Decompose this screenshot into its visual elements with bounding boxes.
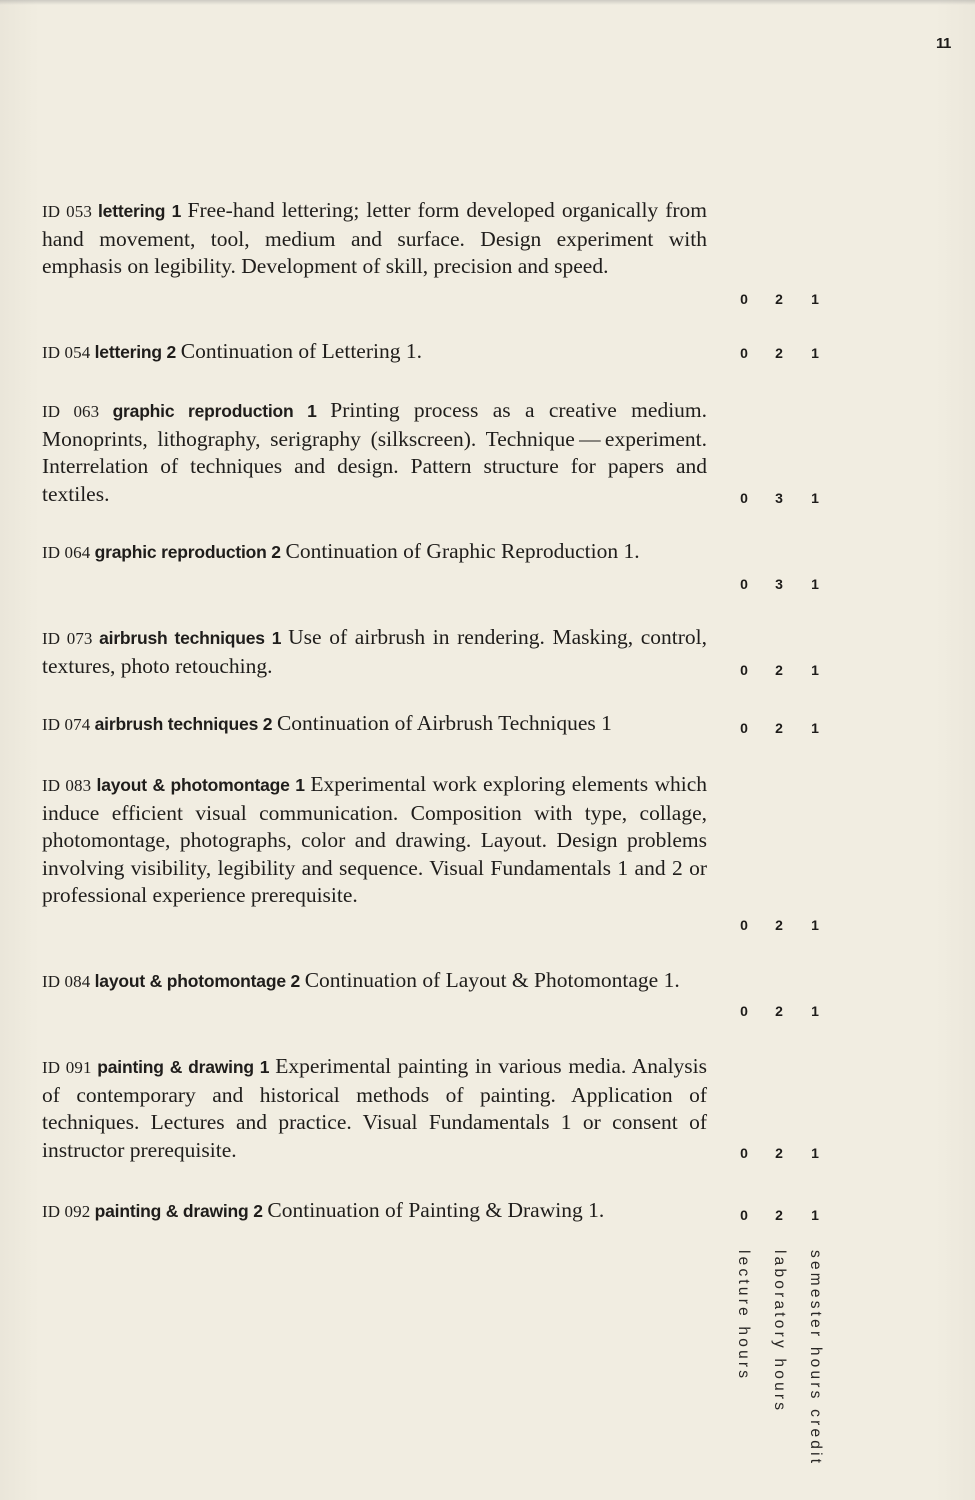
course-description: Experimental painting in various media. Analysis of contemporary and historical methods of painting. Application of techniques. Lectures and practice. Visual Fundamentals 1 or consent of instructor prerequisite. bbox=[42, 1054, 708, 1162]
course-id: ID 084 bbox=[42, 972, 95, 991]
course-title: airbrush techniques 2 bbox=[94, 714, 277, 734]
laboratory-hours-value: 2 bbox=[775, 917, 783, 933]
lecture-hours-value: 0 bbox=[740, 662, 748, 678]
semester-hours-credit-value: 1 bbox=[811, 576, 819, 592]
semester-hours-credit-value: 1 bbox=[811, 1145, 819, 1161]
lecture-hours-column-label: lecture hours bbox=[735, 1250, 752, 1382]
lecture-hours-value: 0 bbox=[740, 1003, 748, 1019]
course-id: ID 053 bbox=[42, 202, 99, 221]
course-title: layout & photomontage 2 bbox=[94, 971, 305, 991]
course-title: painting & drawing 2 bbox=[94, 1201, 268, 1221]
course-entry bbox=[42, 771, 707, 910]
course-hours-row bbox=[728, 917, 838, 937]
laboratory-hours-value: 2 bbox=[775, 720, 783, 736]
course-description: Continuation of Graphic Reproduction 1. bbox=[285, 539, 640, 563]
laboratory-hours-value: 2 bbox=[775, 291, 783, 307]
course-description: Free-hand lettering; letter form developed organically from hand movement, tool, medium and surface. Design experiment with emphasis on legibility. Development of skill, precision and speed. bbox=[42, 198, 708, 278]
course-hours-row bbox=[728, 720, 838, 740]
laboratory-hours-value: 2 bbox=[775, 1207, 783, 1223]
course-hours-row bbox=[728, 576, 838, 596]
semester-hours-credit-value: 1 bbox=[811, 1207, 819, 1223]
lecture-hours-value: 0 bbox=[740, 291, 748, 307]
course-id: ID 091 bbox=[42, 1058, 98, 1077]
course-id: ID 083 bbox=[42, 776, 97, 795]
semester-hours-credit-value: 1 bbox=[811, 720, 819, 736]
course-title: painting & drawing 1 bbox=[97, 1057, 276, 1077]
semester-hours-credit-value: 1 bbox=[811, 345, 819, 361]
lecture-hours-value: 0 bbox=[740, 345, 748, 361]
course-description: Experimental work exploring elements which induce efficient visual communication. Composition with type, collage, photomontage, photographs, color and drawing. Layout. Design problems involving visibility, legibility and sequence. Visual Fundamentals 1 and 2 or professional experience prerequisite. bbox=[42, 772, 708, 907]
course-title: graphic reproduction 1 bbox=[112, 401, 331, 421]
course-hours-row bbox=[728, 291, 838, 311]
lecture-hours-value: 0 bbox=[740, 490, 748, 506]
semester-hours-credit-value: 1 bbox=[811, 291, 819, 307]
semester-hours-credit-value: 1 bbox=[811, 1003, 819, 1019]
course-hours-row bbox=[728, 1207, 838, 1227]
course-id: ID 074 bbox=[42, 715, 95, 734]
course-entry bbox=[42, 1053, 707, 1164]
semester-hours-credit-value: 1 bbox=[811, 662, 819, 678]
course-entry bbox=[42, 397, 707, 508]
laboratory-hours-value: 3 bbox=[775, 576, 783, 592]
course-title: lettering 1 bbox=[98, 201, 188, 221]
course-hours-row bbox=[728, 662, 838, 682]
semester-hours-credit-value: 1 bbox=[811, 490, 819, 506]
course-title: layout & photomontage 1 bbox=[96, 775, 311, 795]
course-entry bbox=[42, 338, 707, 367]
course-id: ID 073 bbox=[42, 629, 100, 648]
course-description: Continuation of Painting & Drawing 1. bbox=[267, 1198, 605, 1222]
lecture-hours-value: 0 bbox=[740, 1207, 748, 1223]
course-description: Use of airbrush in rendering. Masking, control, textures, photo retouching. bbox=[42, 625, 707, 678]
course-hours-row bbox=[728, 1145, 838, 1165]
course-entry bbox=[42, 1197, 707, 1226]
semester-hours-credit-column-label: semester hours credit bbox=[807, 1250, 824, 1467]
course-title: lettering 2 bbox=[94, 342, 181, 362]
laboratory-hours-value: 2 bbox=[775, 345, 783, 361]
semester-hours-credit-value: 1 bbox=[811, 917, 819, 933]
course-hours-row bbox=[728, 490, 838, 510]
course-id: ID 064 bbox=[42, 543, 95, 562]
course-id: ID 063 bbox=[42, 402, 113, 421]
laboratory-hours-value: 3 bbox=[775, 490, 783, 506]
course-id: ID 054 bbox=[42, 343, 95, 362]
laboratory-hours-column-label: laboratory hours bbox=[771, 1250, 788, 1414]
course-title: graphic reproduction 2 bbox=[94, 542, 286, 562]
lecture-hours-value: 0 bbox=[740, 917, 748, 933]
lecture-hours-value: 0 bbox=[740, 1145, 748, 1161]
course-entry bbox=[42, 197, 707, 281]
course-title: airbrush techniques 1 bbox=[99, 628, 289, 648]
course-description: Continuation of Lettering 1. bbox=[180, 339, 422, 363]
laboratory-hours-value: 2 bbox=[775, 1003, 783, 1019]
laboratory-hours-value: 2 bbox=[775, 1145, 783, 1161]
course-hours-row bbox=[728, 345, 838, 365]
lecture-hours-value: 0 bbox=[740, 720, 748, 736]
course-entry bbox=[42, 624, 707, 680]
page-number: 11 bbox=[936, 35, 951, 52]
course-description: Continuation of Airbrush Techniques 1 bbox=[276, 711, 612, 735]
course-entry bbox=[42, 967, 707, 996]
course-entry bbox=[42, 538, 707, 567]
laboratory-hours-value: 2 bbox=[775, 662, 783, 678]
course-entry bbox=[42, 710, 707, 739]
course-id: ID 092 bbox=[42, 1202, 95, 1221]
lecture-hours-value: 0 bbox=[740, 576, 748, 592]
course-description: Continuation of Layout & Photomontage 1. bbox=[304, 968, 680, 992]
course-hours-row bbox=[728, 1003, 838, 1023]
course-description: Printing process as a creative medium. Monoprints, lithography, serigraphy (silkscreen). Technique — experiment. Interrelation of techniques and design. Pattern structure for papers and textiles. bbox=[42, 398, 708, 506]
